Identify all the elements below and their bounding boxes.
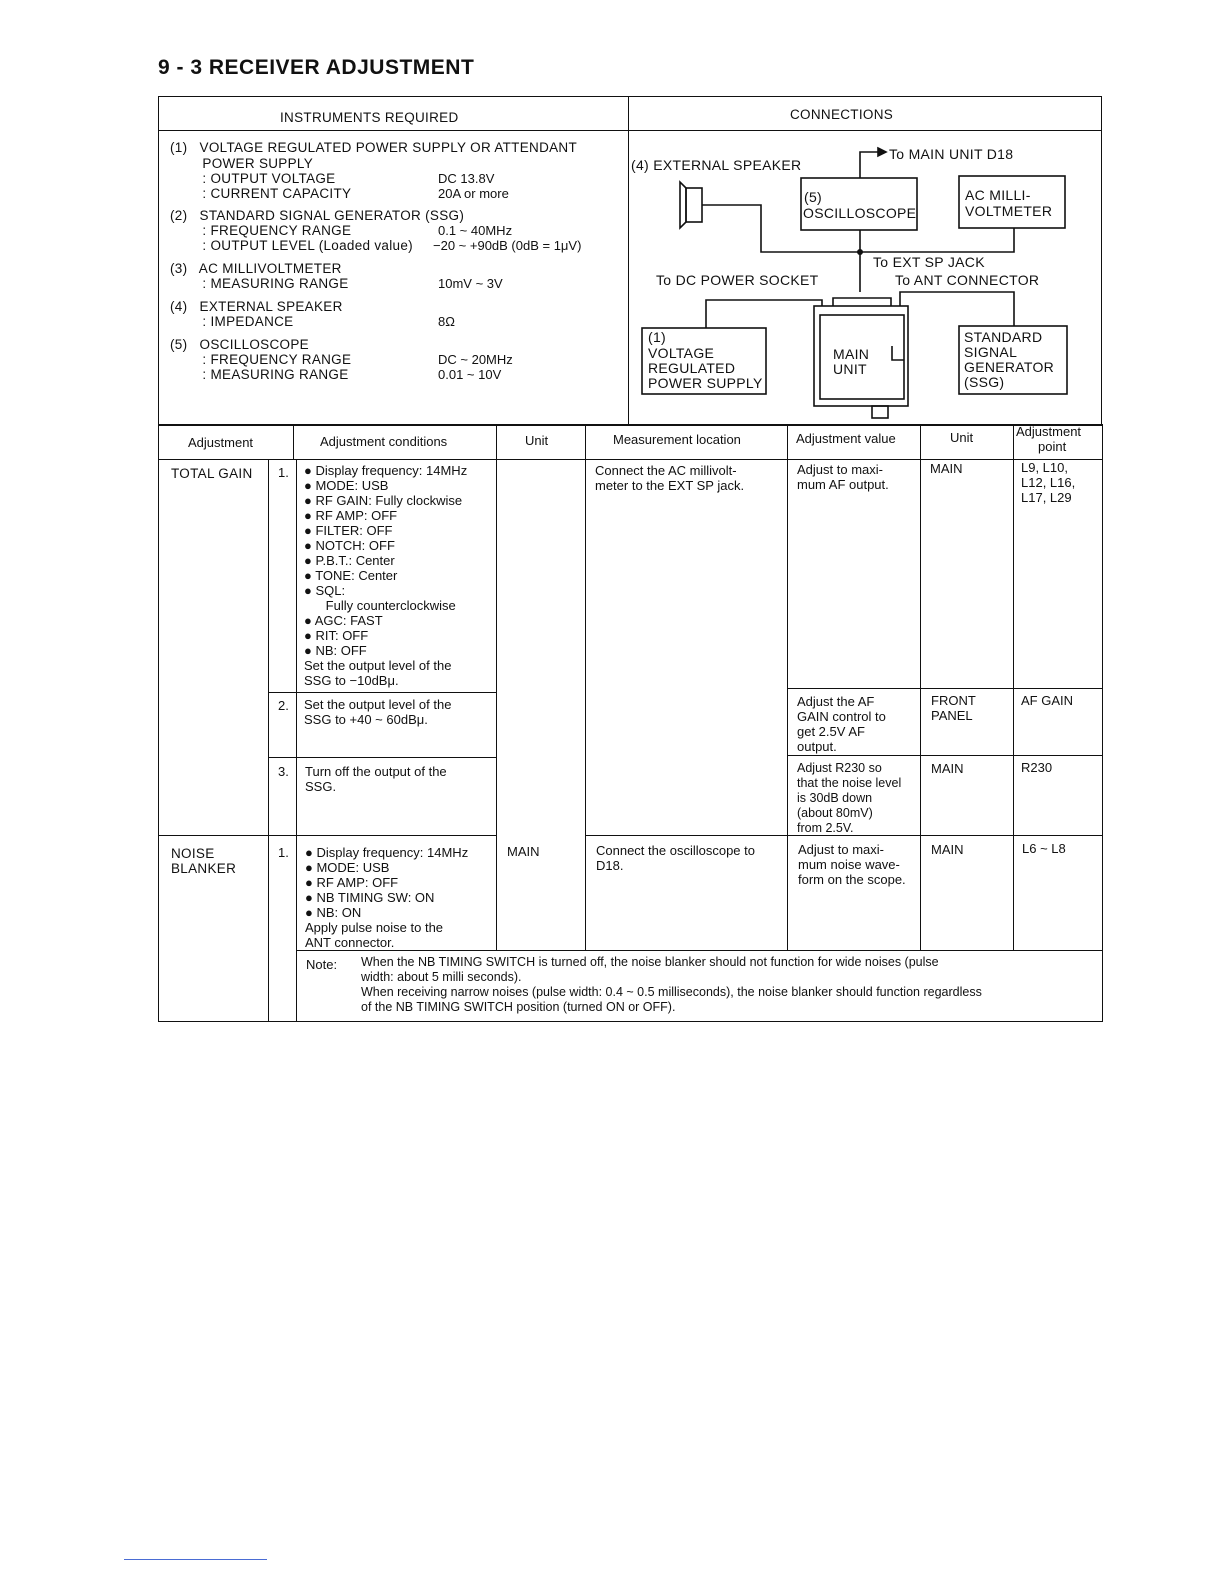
- osc-label-1: (5): [804, 189, 823, 205]
- col-header-adjustment: Adjustment: [188, 435, 254, 450]
- note-text: When the NB TIMING SWITCH is turned off, the noise blanker should not function for wide noises (pulse width: about 5 milli seconds). When receiving narrow noises (pulse width: 0.4 ~ 0.5 milliseconds), the noise blanker should function regardless of the NB TIMING SWITCH position (turned ON or OFF).: [361, 955, 982, 1014]
- total-gain-name: TOTAL GAIN: [171, 466, 253, 481]
- col-header-point-2: point: [1038, 439, 1067, 454]
- footer-link-line: [124, 1559, 267, 1560]
- ssg-frequency-value: 0.1 ~ 40MHz: [438, 223, 513, 238]
- instrument-line: (2) STANDARD SIGNAL GENERATOR (SSG): [170, 208, 465, 223]
- total-gain-step3-point: R230: [1021, 760, 1053, 775]
- total-gain-step1-unit: MAIN: [930, 461, 963, 476]
- output-voltage-value: DC 13.8V: [438, 171, 495, 186]
- col-header-value: Adjustment value: [796, 431, 896, 446]
- step-number: 1.: [278, 465, 289, 480]
- speaker-magnet: [686, 188, 702, 222]
- noise-blanker-conditions: ● Display frequency: 14MHz ● MODE: USB ● RF AMP: OFF ● NB TIMING SW: ON ● NB: ON Apply pulse noise to the ANT connector.: [305, 845, 469, 950]
- noise-blanker-unit-2: MAIN: [931, 842, 964, 857]
- note-label: Note:: [306, 957, 338, 972]
- speaker-cone: [680, 182, 686, 228]
- psu-label-1: (1): [648, 329, 667, 345]
- ssg-label-4: (SSG): [964, 374, 1005, 390]
- instrument-line: (1) VOLTAGE REGULATED POWER SUPPLY OR ATTENDANT: [170, 140, 578, 155]
- total-gain-step1-location: Connect the AC millivolt- meter to the EXT SP jack.: [595, 463, 745, 493]
- to-ant-label: To ANT CONNECTOR: [895, 272, 1040, 288]
- total-gain-step2-unit: FRONT PANEL: [931, 693, 976, 723]
- step-number: 1.: [278, 845, 289, 860]
- psu-label-2: VOLTAGE: [648, 345, 715, 361]
- ssg-label-2: SIGNAL: [964, 344, 1018, 360]
- instrument-line: : OUTPUT VOLTAGE: [170, 171, 336, 186]
- total-gain-step3-conditions: Turn off the output of the SSG.: [305, 764, 447, 794]
- instrument-line: : MEASURING RANGE: [170, 276, 349, 291]
- total-gain-step1-value: Adjust to maxi- mum AF output.: [797, 462, 889, 492]
- instrument-line: : FREQUENCY RANGE: [170, 223, 352, 238]
- connections-diagram: [628, 130, 1102, 426]
- to-ext-sp-label: To EXT SP JACK: [873, 254, 985, 270]
- col-header-conditions: Adjustment conditions: [320, 434, 448, 449]
- acmv-label-1: AC MILLI-: [965, 187, 1031, 203]
- psu-label-4: POWER SUPPLY: [648, 375, 763, 391]
- col-header-location: Measurement location: [613, 432, 741, 447]
- total-gain-step2-point: AF GAIN: [1021, 693, 1074, 708]
- ssg-label-1: STANDARD: [964, 329, 1043, 345]
- noise-blanker-unit: MAIN: [507, 844, 540, 859]
- col-header-point-1: Adjustment: [1016, 424, 1082, 439]
- page-heading: 9 - 3 RECEIVER ADJUSTMENT: [158, 56, 475, 79]
- total-gain-step2-value: Adjust the AF GAIN control to get 2.5V AF output.: [797, 694, 886, 754]
- instrument-line: : OUTPUT LEVEL (Loaded value): [170, 238, 413, 253]
- to-dc-power-label: To DC POWER SOCKET: [656, 272, 819, 288]
- total-gain-step3-unit: MAIN: [931, 761, 964, 776]
- noise-blanker-name: NOISE BLANKER: [171, 846, 237, 876]
- total-gain-step1-conditions: ● Display frequency: 14MHz ● MODE: USB ● RF GAIN: Fully clockwise ● RF AMP: OFF ● FILTER: OFF ● NOTCH: OFF ● P.B.T.: Center ● TONE: Center ● SQL: Fully counterclockwise ● AGC: FAST ● RIT: OFF ● NB: OFF Set the output level of the SSG to −10dBμ.: [304, 463, 468, 688]
- acmv-label-2: VOLTMETER: [965, 203, 1053, 219]
- osc-label-2: OSCILLOSCOPE: [803, 205, 917, 221]
- instrument-line: : MEASURING RANGE: [170, 367, 349, 382]
- instrument-line: POWER SUPPLY: [170, 156, 314, 171]
- instrument-line: : CURRENT CAPACITY: [170, 186, 352, 201]
- col-header-unit: Unit: [525, 433, 549, 448]
- instrument-line: (5) OSCILLOSCOPE: [170, 337, 309, 352]
- ssg-output-level-value: −20 ~ +90dB (0dB = 1μV): [433, 238, 582, 253]
- ssg-label-3: GENERATOR: [964, 359, 1055, 375]
- main-unit-label-2: UNIT: [833, 361, 867, 377]
- instruments-header: INSTRUMENTS REQUIRED: [280, 110, 459, 125]
- noise-blanker-point: L6 ~ L8: [1022, 841, 1066, 856]
- psu-label-3: REGULATED: [648, 360, 736, 376]
- total-gain-step1-point: L9, L10, L12, L16, L17, L29: [1021, 460, 1076, 505]
- instrument-line: (4) EXTERNAL SPEAKER: [170, 299, 343, 314]
- step-number: 2.: [278, 698, 289, 713]
- current-capacity-value: 20A or more: [438, 186, 509, 201]
- osc-frequency-value: DC ~ 20MHz: [438, 352, 513, 367]
- osc-measuring-value: 0.01 ~ 10V: [438, 367, 502, 382]
- millivolt-range-value: 10mV ~ 3V: [438, 276, 503, 291]
- total-gain-step3-value: Adjust R230 so that the noise level is 30dB down (about 80mV) from 2.5V.: [797, 761, 902, 835]
- noise-blanker-value: Adjust to maxi- mum noise wave- form on the scope.: [798, 842, 906, 887]
- external-speaker-label: (4) EXTERNAL SPEAKER: [631, 157, 802, 173]
- step-number: 3.: [278, 764, 289, 779]
- connections-header: CONNECTIONS: [790, 107, 894, 122]
- total-gain-step2-conditions: Set the output level of the SSG to +40 ~ 60dBμ.: [304, 697, 452, 727]
- main-unit-label-1: MAIN: [833, 346, 870, 362]
- instrument-line: (3) AC MILLIVOLTMETER: [170, 261, 342, 276]
- col-header-unit-2: Unit: [950, 430, 974, 445]
- instrument-line: : IMPEDANCE: [170, 314, 294, 329]
- instrument-line: : FREQUENCY RANGE: [170, 352, 352, 367]
- impedance-value: 8Ω: [438, 314, 455, 329]
- to-main-unit-label: To MAIN UNIT D18: [889, 146, 1014, 162]
- noise-blanker-location: Connect the oscilloscope to D18.: [596, 843, 755, 873]
